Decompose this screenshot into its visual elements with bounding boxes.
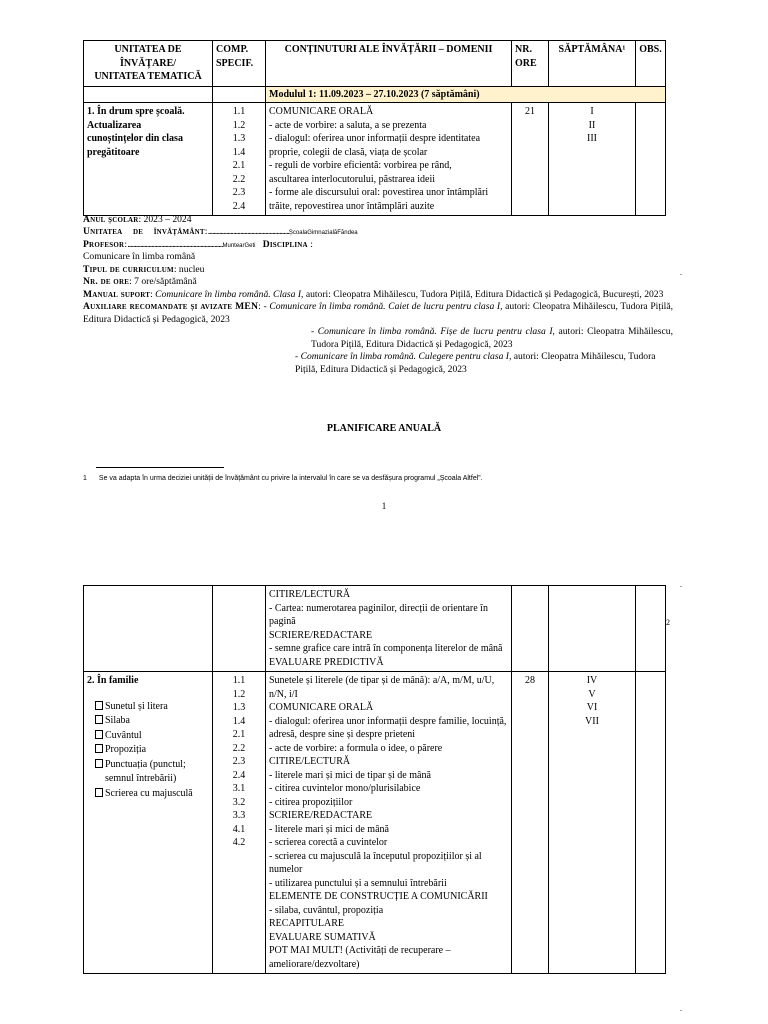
checkbox-icon xyxy=(95,788,103,797)
document-info xyxy=(83,214,673,376)
header-nr-ore: NR. ORE xyxy=(512,41,549,87)
info-disciplina: Comunicare în limba română xyxy=(83,251,196,263)
continuation-row xyxy=(84,586,666,672)
footnote: 1 Se va adapta în urma deciziei unității de învățământ cu privire la intervalul în care se va desfășura programul „Școala Altfel”. xyxy=(83,475,483,482)
page-number: 1 xyxy=(381,501,387,511)
list-item: Sunetul și litera xyxy=(95,700,209,715)
document-title: PLANIFICARE ANUALĂ xyxy=(326,423,442,434)
list-item: semnul întrebării) xyxy=(105,773,177,784)
checkbox-icon xyxy=(95,759,103,768)
table-header-row xyxy=(84,41,666,87)
margin-mark: . xyxy=(680,580,682,589)
competencies-cell: 1.1 1.2 1.3 1.4 2.1 2.2 2.3 2.4 3.1 3.2 3.3 4.1 4.2 xyxy=(213,672,266,974)
header-continuturi: CONȚINUTURI ALE ÎNVĂȚĂRII – DOMENII xyxy=(266,41,512,87)
list-item: Cuvântul xyxy=(95,729,209,744)
checkbox-icon xyxy=(95,715,103,724)
planning-table-page2 xyxy=(83,585,666,974)
list-item: Scrierea cu majusculă xyxy=(95,787,209,802)
header-comp: COMP. SPECIF. xyxy=(213,41,266,87)
list-item: Propoziția xyxy=(95,743,209,758)
content-cell: CITIRE/LECTURĂ - Cartea: numerotarea paginilor, direcții de orientare în pagină SCRIERE/REDACTARE - semne grafice care intră în componența literelor de mână EVALUARE PREDICTIVĂ xyxy=(266,586,512,672)
info-auxiliare: Auxiliare recomandate și avizate MEN: - Comunicare în limba română. Caiet de lucru pentru clasa I, autori: Cleopatra Mihăilescu, Tudora Pițilă, Editura Didactică și Pedagogică, 2023 xyxy=(83,301,673,325)
info-auxiliar-3: - Comunicare în limba română. Culegere pentru clasa I, autori: Cleopatra Mihăilescu, Tudora Pițilă, Editura Didactică și Pedagogică, 2023 xyxy=(295,351,656,375)
info-an-scolar: Anul școlar: 2023 – 2024 xyxy=(83,214,192,225)
info-tip-curriculum: Tipul de curriculum: nucleu xyxy=(83,263,205,275)
weeks-cell: IV V VI VII xyxy=(549,672,636,974)
list-item: Silaba xyxy=(95,714,209,729)
obs-cell xyxy=(636,672,666,974)
planning-table-page1 xyxy=(83,40,666,216)
margin-page-mark: 2 xyxy=(666,618,670,627)
unit-row xyxy=(84,103,666,216)
weeks-cell: I II III xyxy=(549,103,636,216)
hours-cell: 28 xyxy=(512,672,549,974)
margin-mark: . xyxy=(680,1004,682,1013)
competencies-cell: 1.1 1.2 1.3 1.4 2.1 2.2 2.3 2.4 xyxy=(213,103,266,216)
module-label: Modulul 1: 11.09.2023 – 27.10.2023 (7 săptămâni) xyxy=(266,86,666,103)
margin-mark: . xyxy=(680,268,682,277)
content-cell: Sunetele și literele (de tipar și de mână): a/A, m/M, u/U, n/N, i/I COMUNICARE ORALĂ - dialogul: oferirea unor informații despre familie, locuință, adresă, despre sine și despre prieteni - acte de vorbire: a formula o idee, o părere CITIRE/LECTURĂ - literele mari și mici de tipar și de mână - citirea cuvintelor mono/plurisilabice - citirea propozițiilor SCRIERE/REDACTARE - literele mari și mici de mână - scrierea corectă a cuvintelor - scrierea cu majusculă la începutul propozițiilor și al numelor - utilizarea punctului și a semnului întrebării ELEMENTE DE CONSTRUCȚIE A COMUNICĂRII - silaba, cuvântul, propoziția RECAPITULARE EVALUARE SUMATIVĂ POT MAI MULT! (Activități de recuperare – ameliorare/dezvoltare) xyxy=(266,672,512,974)
checkbox-icon xyxy=(95,744,103,753)
checkbox-icon xyxy=(95,730,103,739)
topic-list xyxy=(87,700,209,802)
info-profesor: Profesor: ....................................................................MuntearGeti Disciplina : xyxy=(83,238,313,250)
module-row xyxy=(84,86,666,103)
header-saptamana: SĂPTĂMÂNA¹ xyxy=(549,41,636,87)
unit-title-cell: 1. În drum spre școală. Actualizarea cunoștințelor din clasa pregătitoare xyxy=(84,103,213,216)
unit-title-cell: 2. În familie Sunetul și litera Silaba Cuvântul Propoziția Punctuația (punctul; semnul întrebării) Scrierea cu majusculă xyxy=(84,672,213,974)
hours-cell: 21 xyxy=(512,103,549,216)
checkbox-icon xyxy=(95,701,103,710)
info-manual: Manual suport: Comunicare în limba română. Clasa I, autori: Cleopatra Mihăilescu, Tudora Pițilă, Editura Didactică și Pedagogică, București, 2023 xyxy=(83,288,664,300)
footnote-divider xyxy=(96,467,224,468)
unit-row xyxy=(84,672,666,974)
info-nr-ore: Nr. de ore: 7 ore/săptămână xyxy=(83,276,197,288)
list-item: Punctuația (punctul; xyxy=(95,758,209,773)
header-unitate: UNITATEA DE ÎNVĂȚARE/ UNITATEA TEMATICĂ xyxy=(84,41,213,87)
info-auxiliar-2: - Comunicare în limba română. Fișe de lucru pentru clasa I, autori: Cleopatra Mihăilescu, Tudora Pițilă, Editura Didactică și Pedagogică, 2023 xyxy=(311,326,673,350)
info-unitate: Unitatea de învățământ: ..........................................................ȘcoalaGimnazialăFăndea xyxy=(83,226,358,238)
header-obs: OBS. xyxy=(636,41,666,87)
obs-cell xyxy=(636,103,666,216)
content-cell: COMUNICARE ORALĂ - acte de vorbire: a saluta, a se prezenta - dialogul: oferirea unor informații despre identitatea proprie, colegii de clasă, viața de școlar - reguli de vorbire eficientă: vorbirea pe rând, ascultarea interlocutorului, păstrarea ideii - forme ale discursului oral: povestirea unor întâmplări trăite, repovestirea unor întâmplări auzite xyxy=(266,103,512,216)
